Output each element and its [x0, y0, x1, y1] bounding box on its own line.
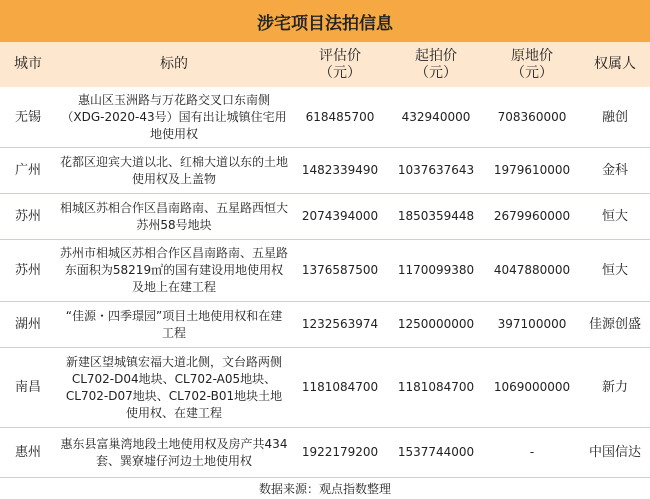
header-target: 标的: [160, 56, 188, 72]
cell-owner: 新力: [601, 380, 628, 395]
table-row: [0, 87, 650, 148]
header-owner: 权属人: [594, 56, 636, 72]
cell-target: 相城区苏相合作区昌南路南、五星路西恒大苏州58号地块: [60, 200, 289, 232]
cell-target: 苏州市相城区苏相合作区昌南路南、五星路东面积为58219㎡的国有建设用地使用权及地上在建工程: [60, 246, 289, 294]
table-title: 涉宅项目法拍信息: [0, 0, 650, 42]
cell-target: 花都区迎宾大道以北、红棉大道以东的土地使用权及上盖物: [60, 154, 289, 186]
table-header: [0, 42, 650, 87]
cell-owner: 佳源创盛: [588, 317, 641, 332]
cell-city: 苏州: [14, 263, 41, 278]
cell-target: 新建区望城镇宏福大道北侧，文台路两侧CL702-D04地块、CL702-A05地块、CL702-D07地块、CL702-B01地块土地使用权、在建工程: [65, 354, 283, 420]
data-source-note: 数据来源：观点指数整理: [258, 482, 391, 496]
cell-appraisal: 1232563974: [301, 317, 379, 331]
cell-city: 南昌: [14, 380, 41, 395]
cell-land-price: 1069000000: [493, 380, 571, 394]
table-row: [0, 348, 650, 428]
table-row: [0, 428, 650, 478]
table-row: [0, 194, 650, 240]
cell-start-price: 1170099380: [397, 263, 475, 277]
cell-city: 湖州: [14, 317, 41, 332]
cell-start-price: 1181084700: [397, 380, 475, 394]
cell-city: 广州: [14, 163, 41, 178]
header-start-price: 起拍价 （元）: [415, 47, 457, 81]
cell-land-price: 708360000: [497, 109, 567, 124]
cell-land-price: 2679960000: [493, 209, 571, 223]
cell-owner: 中国信达: [588, 445, 641, 460]
cell-appraisal: 1922179200: [301, 445, 379, 459]
cell-start-price: 1537744000: [397, 445, 475, 459]
cell-target: 惠东县富巢湾地段土地使用权及房产共434套、巽寮墟仔河边土地使用权: [60, 436, 288, 468]
cell-city: 苏州: [14, 209, 41, 224]
cell-city: 惠州: [14, 445, 41, 460]
cell-appraisal: 1482339490: [301, 163, 379, 177]
cell-land-price: 1979610000: [493, 163, 571, 177]
cell-land-price: 397100000: [497, 317, 567, 331]
cell-appraisal: 1181084700: [301, 380, 379, 394]
cell-owner: 融创: [601, 109, 628, 125]
cell-appraisal: 1376587500: [301, 263, 379, 277]
cell-target: “佳源・四季璟园”项目土地使用权和在建工程: [65, 308, 283, 340]
cell-appraisal: 618485700: [305, 109, 375, 124]
cell-owner: 金科: [601, 163, 628, 178]
cell-target: 惠山区玉洲路与万花路交叉口东南侧（XDG-2020-43号）国有出让城镇住宅用地使用权: [61, 92, 287, 141]
cell-start-price: 432940000: [401, 109, 471, 124]
header-land-price: 原地价 （元）: [511, 47, 553, 81]
header-city: 城市: [14, 56, 42, 72]
cell-owner: 恒大: [601, 263, 628, 278]
cell-start-price: 1850359448: [397, 209, 475, 223]
cell-city: 无锡: [14, 109, 41, 125]
table-row: [0, 148, 650, 194]
cell-owner: 恒大: [601, 209, 628, 224]
table-row: [0, 302, 650, 348]
header-appraisal: 评估价 （元）: [319, 47, 361, 81]
cell-appraisal: 2074394000: [301, 209, 379, 223]
cell-start-price: 1250000000: [397, 317, 475, 331]
table-body: [0, 87, 650, 478]
table-row: [0, 240, 650, 302]
cell-land-price: 4047880000: [493, 263, 571, 277]
cell-land-price: -: [529, 445, 535, 459]
cell-start-price: 1037637643: [397, 163, 475, 177]
